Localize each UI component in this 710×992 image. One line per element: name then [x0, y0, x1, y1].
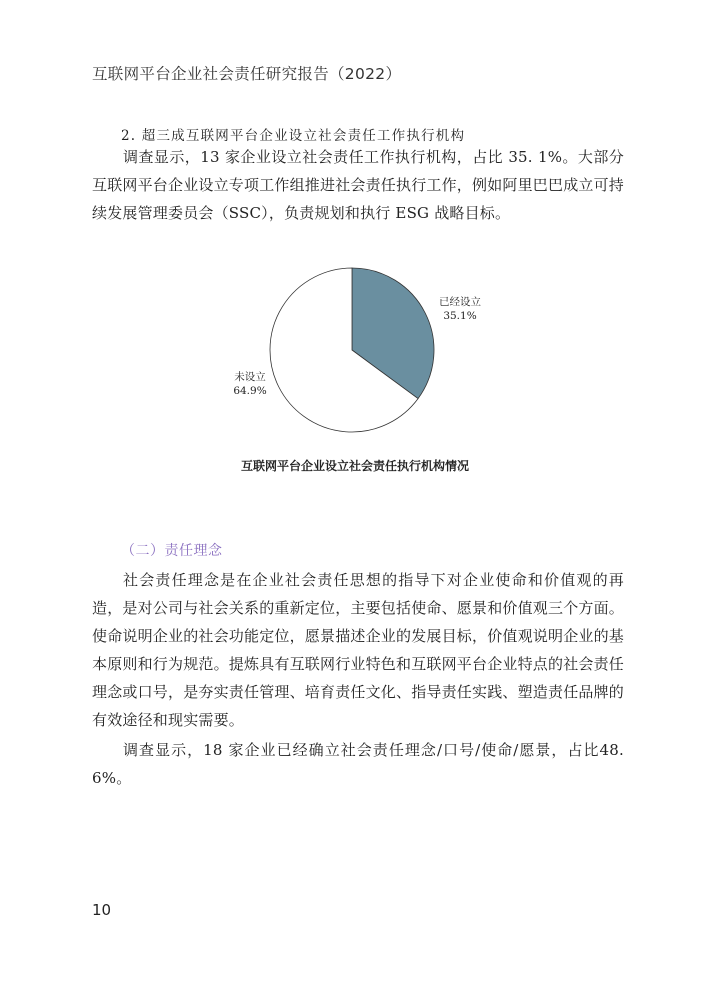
slice-label-not-established: 未设立 [234, 371, 266, 383]
chart-caption: 互联网平台企业设立社会责任执行机构情况 [240, 459, 469, 473]
slice-label-established: 已经设立 [439, 296, 481, 308]
section-paragraph: 调查显示，13 家企业设立社会责任工作执行机构，占比 35. 1%。大部分互联网平台企业设立专项工作组推进社会责任执行工作，例如阿里巴巴成立可持续发展管理委员会（SSC），负责规划和执行 ESG 战略目标。 [92, 148, 625, 222]
section-title: 2. 超三成互联网平台企业设立社会责任工作执行机构 [121, 128, 466, 144]
slice-value-not-established: 64.9% [233, 385, 267, 397]
running-header: 互联网平台企业社会责任研究报告（2022） [92, 65, 402, 83]
subsection-heading: （二）责任理念 [121, 543, 223, 559]
subsection-paragraph-1: 社会责任理念是在企业社会责任思想的指导下对企业使命和价值观的再造，是对公司与社会关系的重新定位，主要包括使命、愿景和价值观三个方面。使命说明企业的社会功能定位，愿景描述企业的发展目标，价值观说明企业的基本原则和行为规范。提炼具有互联网行业特色和互联网平台企业特点的社会责任理念或口号，是夯实责任管理、培育责任文化、指导责任实践、塑造责任品牌的有效途径和现实需要。 [92, 571, 625, 729]
slice-value-established: 35.1% [443, 310, 477, 322]
page-number: 10 [92, 901, 112, 919]
subsection-paragraph-2: 调查显示，18 家企业已经确立社会责任理念/口号/使命/愿景，占比48. 6%。 [92, 741, 624, 787]
pie-chart [200, 255, 520, 445]
